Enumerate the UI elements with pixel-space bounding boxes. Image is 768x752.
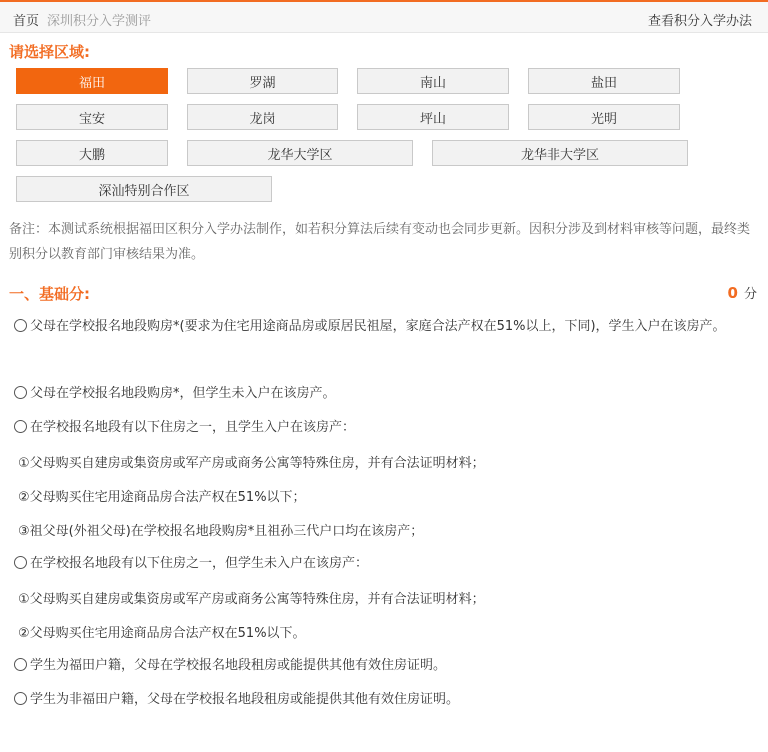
- region-button-baoan[interactable]: 宝安: [16, 104, 168, 130]
- breadcrumb-current: 深圳积分入学测评: [47, 14, 152, 29]
- basic-option-5[interactable]: [14, 652, 758, 679]
- region-button-yantian[interactable]: 盐田: [528, 68, 680, 94]
- basic-option-3[interactable]: [14, 414, 758, 441]
- region-button-dapeng[interactable]: 大鹏: [16, 140, 168, 166]
- region-button-longgang[interactable]: 龙岗: [187, 104, 338, 130]
- region-button-shenshan[interactable]: 深汕特别合作区: [16, 176, 272, 202]
- note-text: 备注：本测试系统根据福田区积分入学办法制作，如若积分算法后续有变动也会同步更新。因积分涉及到材料审核等问题，最终类别积分以教育部门审核结果为准。: [9, 222, 751, 262]
- region-button-longhua-non-school-zone[interactable]: 龙华非大学区: [432, 140, 688, 166]
- radio-button[interactable]: [14, 386, 27, 399]
- basic-option-3-label: 在学校报名地段有以下住房之一，且学生入户在该房产：: [30, 420, 356, 435]
- basic-option-1-label: 父母在学校报名地段购房*(要求为住宅用途商品房或原居民祖屋，家庭合法产权在51%以上，下同)，学生入户在该房产。: [30, 319, 726, 334]
- basic-score-unit: 分: [743, 287, 757, 302]
- basic-option-2-label: 父母在学校报名地段购房*，但学生未入户在该房产。: [30, 386, 336, 401]
- region-button-nanshan[interactable]: 南山: [357, 68, 509, 94]
- basic-option-4-label: 在学校报名地段有以下住房之一，但学生未入户在该房产：: [30, 556, 369, 571]
- basic-option-3-sub-2: ②父母购买住宅用途商品房合法产权在51%以下；: [18, 490, 306, 505]
- radio-button[interactable]: [14, 556, 27, 569]
- basic-score: [728, 283, 757, 302]
- basic-option-1[interactable]: [14, 313, 758, 340]
- basic-option-6-label: 学生为非福田户籍，父母在学校报名地段租房或能提供其他有效住房证明。: [30, 692, 460, 707]
- basic-option-4[interactable]: [14, 550, 758, 577]
- region-button-luohu[interactable]: 罗湖: [187, 68, 338, 94]
- radio-button[interactable]: [14, 420, 27, 433]
- top-bar: [0, 0, 768, 33]
- basic-option-6[interactable]: [14, 686, 758, 713]
- radio-button[interactable]: [14, 319, 27, 332]
- radio-button[interactable]: [14, 692, 27, 705]
- region-button-guangming[interactable]: 光明: [528, 104, 680, 130]
- radio-button[interactable]: [14, 658, 27, 671]
- basic-option-5-label: 学生为福田户籍，父母在学校报名地段租房或能提供其他有效住房证明。: [30, 658, 447, 673]
- basic-option-4-sub-2: ②父母购买住宅用途商品房合法产权在51%以下。: [18, 626, 306, 641]
- region-button-pingshan[interactable]: 坪山: [357, 104, 509, 130]
- basic-option-3-sub-3: ③祖父母(外祖父母)在学校报名地段购房*且祖孙三代户口均在该房产；: [18, 524, 424, 539]
- region-button-longhua-school-zone[interactable]: 龙华大学区: [187, 140, 413, 166]
- basic-section-title: 一、基础分:: [9, 285, 90, 303]
- region-button-futian[interactable]: 福田: [16, 68, 168, 94]
- basic-option-2[interactable]: [14, 380, 758, 407]
- region-section-title: 请选择区域:: [9, 43, 90, 61]
- view-policy-link[interactable]: 查看积分入学办法: [647, 14, 752, 29]
- basic-score-value: 0: [727, 284, 738, 302]
- basic-option-3-sub-1: ①父母购买自建房或集资房或军产房或商务公寓等特殊住房，并有合法证明材料；: [18, 456, 485, 471]
- breadcrumb-home-link[interactable]: 首页: [13, 14, 40, 29]
- basic-option-4-sub-1: ①父母购买自建房或集资房或军产房或商务公寓等特殊住房，并有合法证明材料；: [18, 592, 485, 607]
